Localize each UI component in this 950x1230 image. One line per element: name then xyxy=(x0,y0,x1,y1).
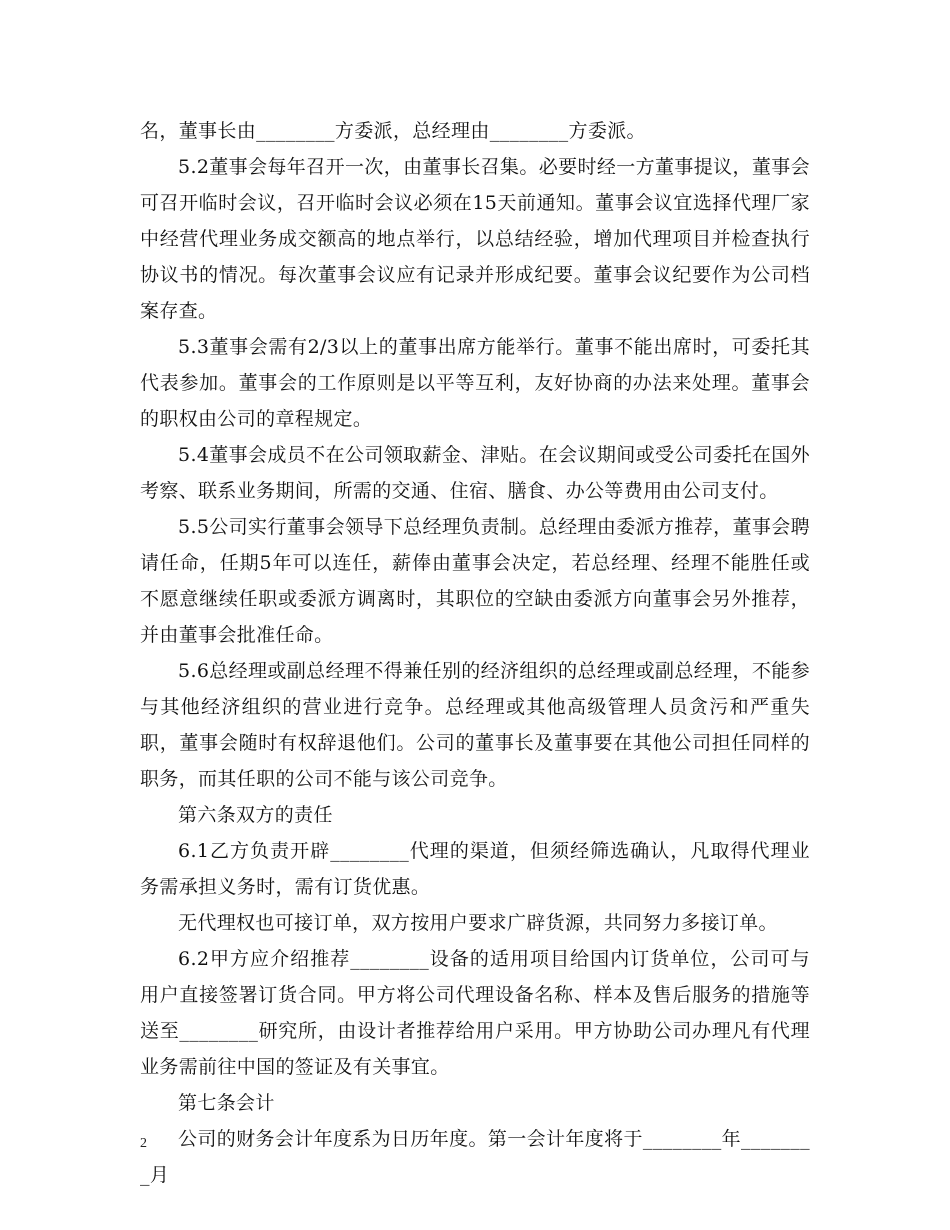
paragraph-5-2: 5.2董事会每年召开一次，由董事长召集。必要时经一方董事提议，董事会可召开临时会议，召开临时会议必须在15天前通知。董事会议宜选择代理厂家中经营代理业务成交额高的地点举行，以总结经验，增加代理项目并检查执行协议书的情况。每次董事会议应有记录并形成纪要。董事会议纪要作为公司档案存查。 xyxy=(140,156,810,322)
paragraph-5-3: 5.3董事会需有2/3以上的董事出席方能举行。董事不能出席时，可委托其代表参加。董事会的工作原则是以平等互利，友好协商的办法来处理。董事会的职权由公司的章程规定。 xyxy=(140,336,810,430)
paragraph-5-4: 5.4董事会成员不在公司领取薪金、津贴。在会议期间或受公司委托在国外考察、联系业务期间，所需的交通、住宿、膳食、办公等费用由公司支付。 xyxy=(140,444,810,502)
paragraph-5-5: 5.5公司实行董事会领导下总经理负责制。总经理由委派方推荐，董事会聘请任命，任期5年可以连任，薪俸由董事会决定，若总经理、经理不能胜任或不愿意继续任职或委派方调离时，其职位的空缺由委派方向董事会另外推荐，并由董事会批准任命。 xyxy=(140,516,810,646)
paragraph-6-2: 6.2甲方应介绍推荐________设备的适用项目给国内订货单位，公司可与用户直接签署订货合同。甲方将公司代理设备名称、样本及售后服务的措施等送至________研究所，由设计者推荐给用户采用。甲方协助公司办理凡有代理业务需前往中国的签证及有关事宜。 xyxy=(140,948,810,1078)
page-number: 2 xyxy=(140,1136,147,1151)
paragraph-6-1: 6.1乙方负责开辟________代理的渠道，但须经筛选确认，凡取得代理业务需承担义务时，需有订货优惠。 xyxy=(140,840,810,898)
section-heading-article-7: 第七条会计 xyxy=(178,1092,275,1114)
paragraph-fiscal-year: 公司的财务会计年度系为日历年度。第一会计年度将于________年________月 xyxy=(140,1128,810,1186)
paragraph-orders: 无代理权也可接订单，双方按用户要求广辟货源，共同努力多接订单。 xyxy=(178,912,778,934)
section-heading-article-6: 第六条双方的责任 xyxy=(178,804,333,826)
paragraph-continuation: 名，董事长由________方委派，总经理由________方委派。 xyxy=(140,120,646,142)
paragraph-5-6: 5.6总经理或副总经理不得兼任别的经济组织的总经理或副总经理，不能参与其他经济组织的营业进行竞争。总经理或其他高级管理人员贪污和严重失职，董事会随时有权辞退他们。公司的董事长及董事要在其他公司担任同样的职务，而其任职的公司不能与该公司竞争。 xyxy=(140,660,810,790)
document-body xyxy=(140,113,810,1193)
